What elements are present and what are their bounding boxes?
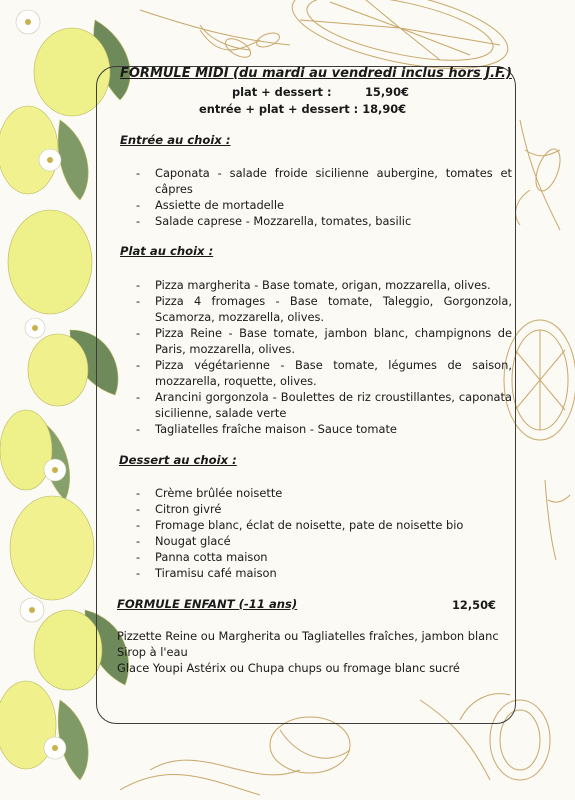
menu-item: - Salade caprese - Mozzarella, tomates, basilic [136,214,412,228]
price-plat-dessert-sep: : [327,85,332,99]
menu-item: - Tiramisu café maison [136,566,277,580]
dessert-section-title: Dessert au choix : [119,453,237,467]
enfant-line: Sirop à l'eau [117,645,188,659]
menu-item: - Panna cotta maison [136,550,268,564]
menu-item: - Crème brûlée noisette [136,486,283,500]
enfant-price: 12,50€ [452,598,496,612]
menu-item: - Pizza végétarienne - Base tomate, légumes de saison, mozzarella, roquette, olives. [136,358,512,388]
menu-item: - Fromage blanc, éclat de noisette, pate de noisette bio [136,518,464,532]
price-entree-plat-dessert: entrée + plat + dessert : 18,90€ [199,102,407,116]
enfant-line: Glace Youpi Astérix ou Chupa chups ou fromage blanc sucré [117,661,460,675]
menu-item: - Nougat glacé [136,534,231,548]
menu-item: - Pizza margherita - Base tomate, origan, mozzarella, olives. [136,278,491,292]
menu-item: - Tagliatelles fraîche maison - Sauce tomate [136,422,397,436]
price-plat-dessert-label: plat + dessert [232,85,323,99]
menu-item: - Caponata - salade froide sicilienne aubergine, tomates et câpres [136,166,512,196]
enfant-line: Pizzette Reine ou Margherita ou Tagliatelles fraîches, jambon blanc [117,629,499,643]
menu-item: - Arancini gorgonzola - Boulettes de riz croustillantes, caponata sicilienne, salade verte [136,390,512,420]
menu-item: - Assiette de mortadelle [136,198,285,212]
enfant-section-title: FORMULE ENFANT (-11 ans) [117,597,298,611]
formule-midi-title: FORMULE MIDI (du mardi au vendredi inclus hors J.F.) [120,66,512,81]
menu-item: - Pizza 4 fromages - Base tomate, Taleggio, Gorgonzola, Scamorza, mozzarella, olives. [136,294,512,324]
plat-section-title: Plat au choix : [120,244,214,258]
menu-item: - Pizza Reine - Base tomate, jambon blanc, champignons de Paris, mozzarella, olives. [136,326,512,356]
entree-section-title: Entrée au choix : [120,133,231,147]
price-plat-dessert-value: 15,90€ [365,85,409,99]
menu-item: - Citron givré [136,502,222,516]
